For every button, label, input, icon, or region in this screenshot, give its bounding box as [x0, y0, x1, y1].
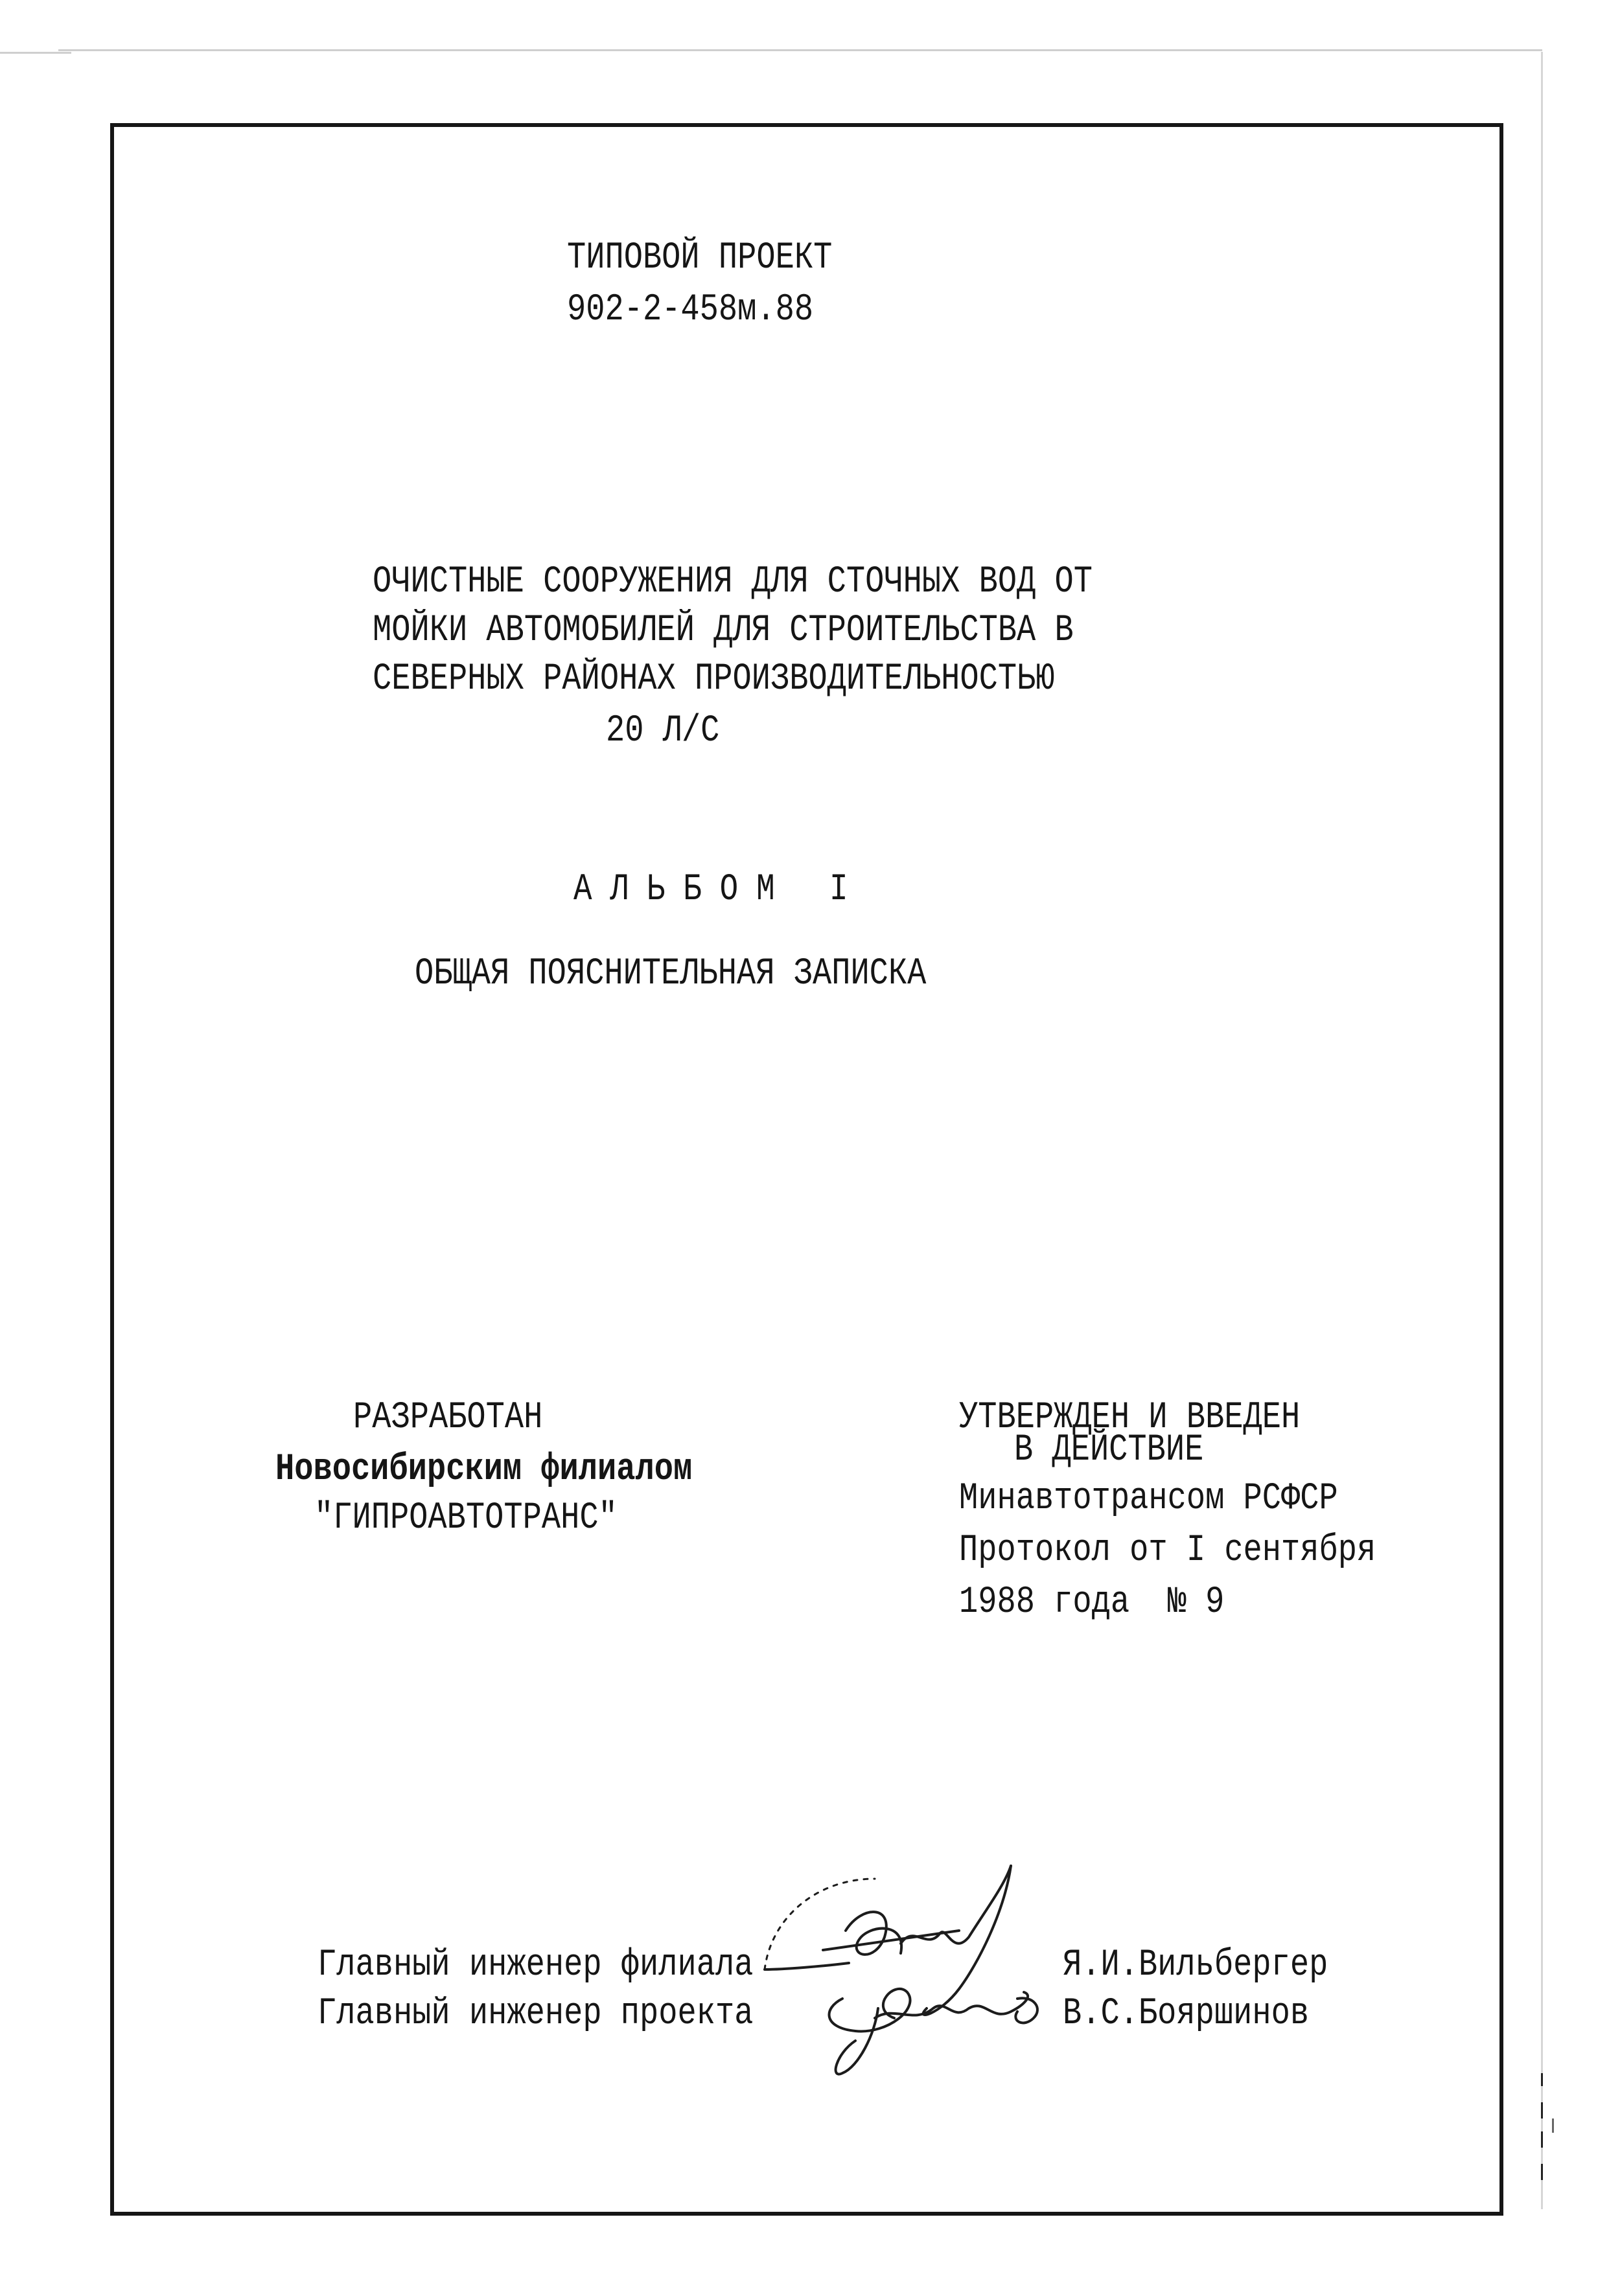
- title-line-3: СЕВЕРНЫХ РАЙОНАХ ПРОИЗВОДИТЕЛЬНОСТЬЮ: [373, 658, 1055, 700]
- developed-by: Новосибирским филиалом: [275, 1449, 693, 1491]
- scan-edge-top: [58, 49, 1542, 51]
- title-line-2: МОЙКИ АВТОМОБИЛЕЙ ДЛЯ СТРОИТЕЛЬСТВА В: [373, 610, 1074, 652]
- approved-heading-1: УТВЕРЖДЕН И ВВЕДЕН: [959, 1397, 1301, 1439]
- scan-mark: [1552, 2118, 1554, 2133]
- developed-heading: РАЗРАБОТАН: [353, 1397, 543, 1439]
- album-label: АЛЬБОМ I: [573, 869, 866, 911]
- scan-mark: [1541, 2073, 1543, 2086]
- approved-by: Минавтотрансом РСФСР: [959, 1478, 1338, 1520]
- scan-mark: [1541, 2164, 1543, 2180]
- approved-protocol: Протокол от I сентября: [959, 1530, 1376, 1572]
- scan-mark: [1541, 2102, 1543, 2118]
- title-line-4: 20 Л/С: [606, 710, 720, 752]
- scan-edge-mark: [0, 52, 71, 54]
- project-type-label: ТИПОВОЙ ПРОЕКТ: [567, 237, 833, 279]
- signature-name-1: Я.И.Вильбергер: [1063, 1944, 1328, 1986]
- scan-edge-right: [1541, 52, 1543, 2209]
- album-subtitle: ОБЩАЯ ПОЯСНИТЕЛЬНАЯ ЗАПИСКА: [415, 953, 927, 995]
- signature-role-2: Главный инженер проекта: [318, 1993, 754, 2035]
- handwritten-signatures: [745, 1859, 1082, 2086]
- scan-mark: [1541, 2131, 1543, 2148]
- project-number: 902-2-458м.88: [567, 289, 814, 331]
- signature-role-1: Главный инженер филиала: [318, 1944, 754, 1986]
- approved-year: 1988 года № 9: [959, 1581, 1225, 1624]
- signature-name-2: В.С.Бояршинов: [1063, 1993, 1310, 2035]
- title-line-1: ОЧИСТНЫЕ СООРУЖЕНИЯ ДЛЯ СТОЧНЫХ ВОД ОТ: [373, 561, 1093, 603]
- approved-heading-2: В ДЕЙСТВИЕ: [1014, 1429, 1204, 1471]
- developed-org: "ГИПРОАВТОТРАНС": [314, 1497, 618, 1539]
